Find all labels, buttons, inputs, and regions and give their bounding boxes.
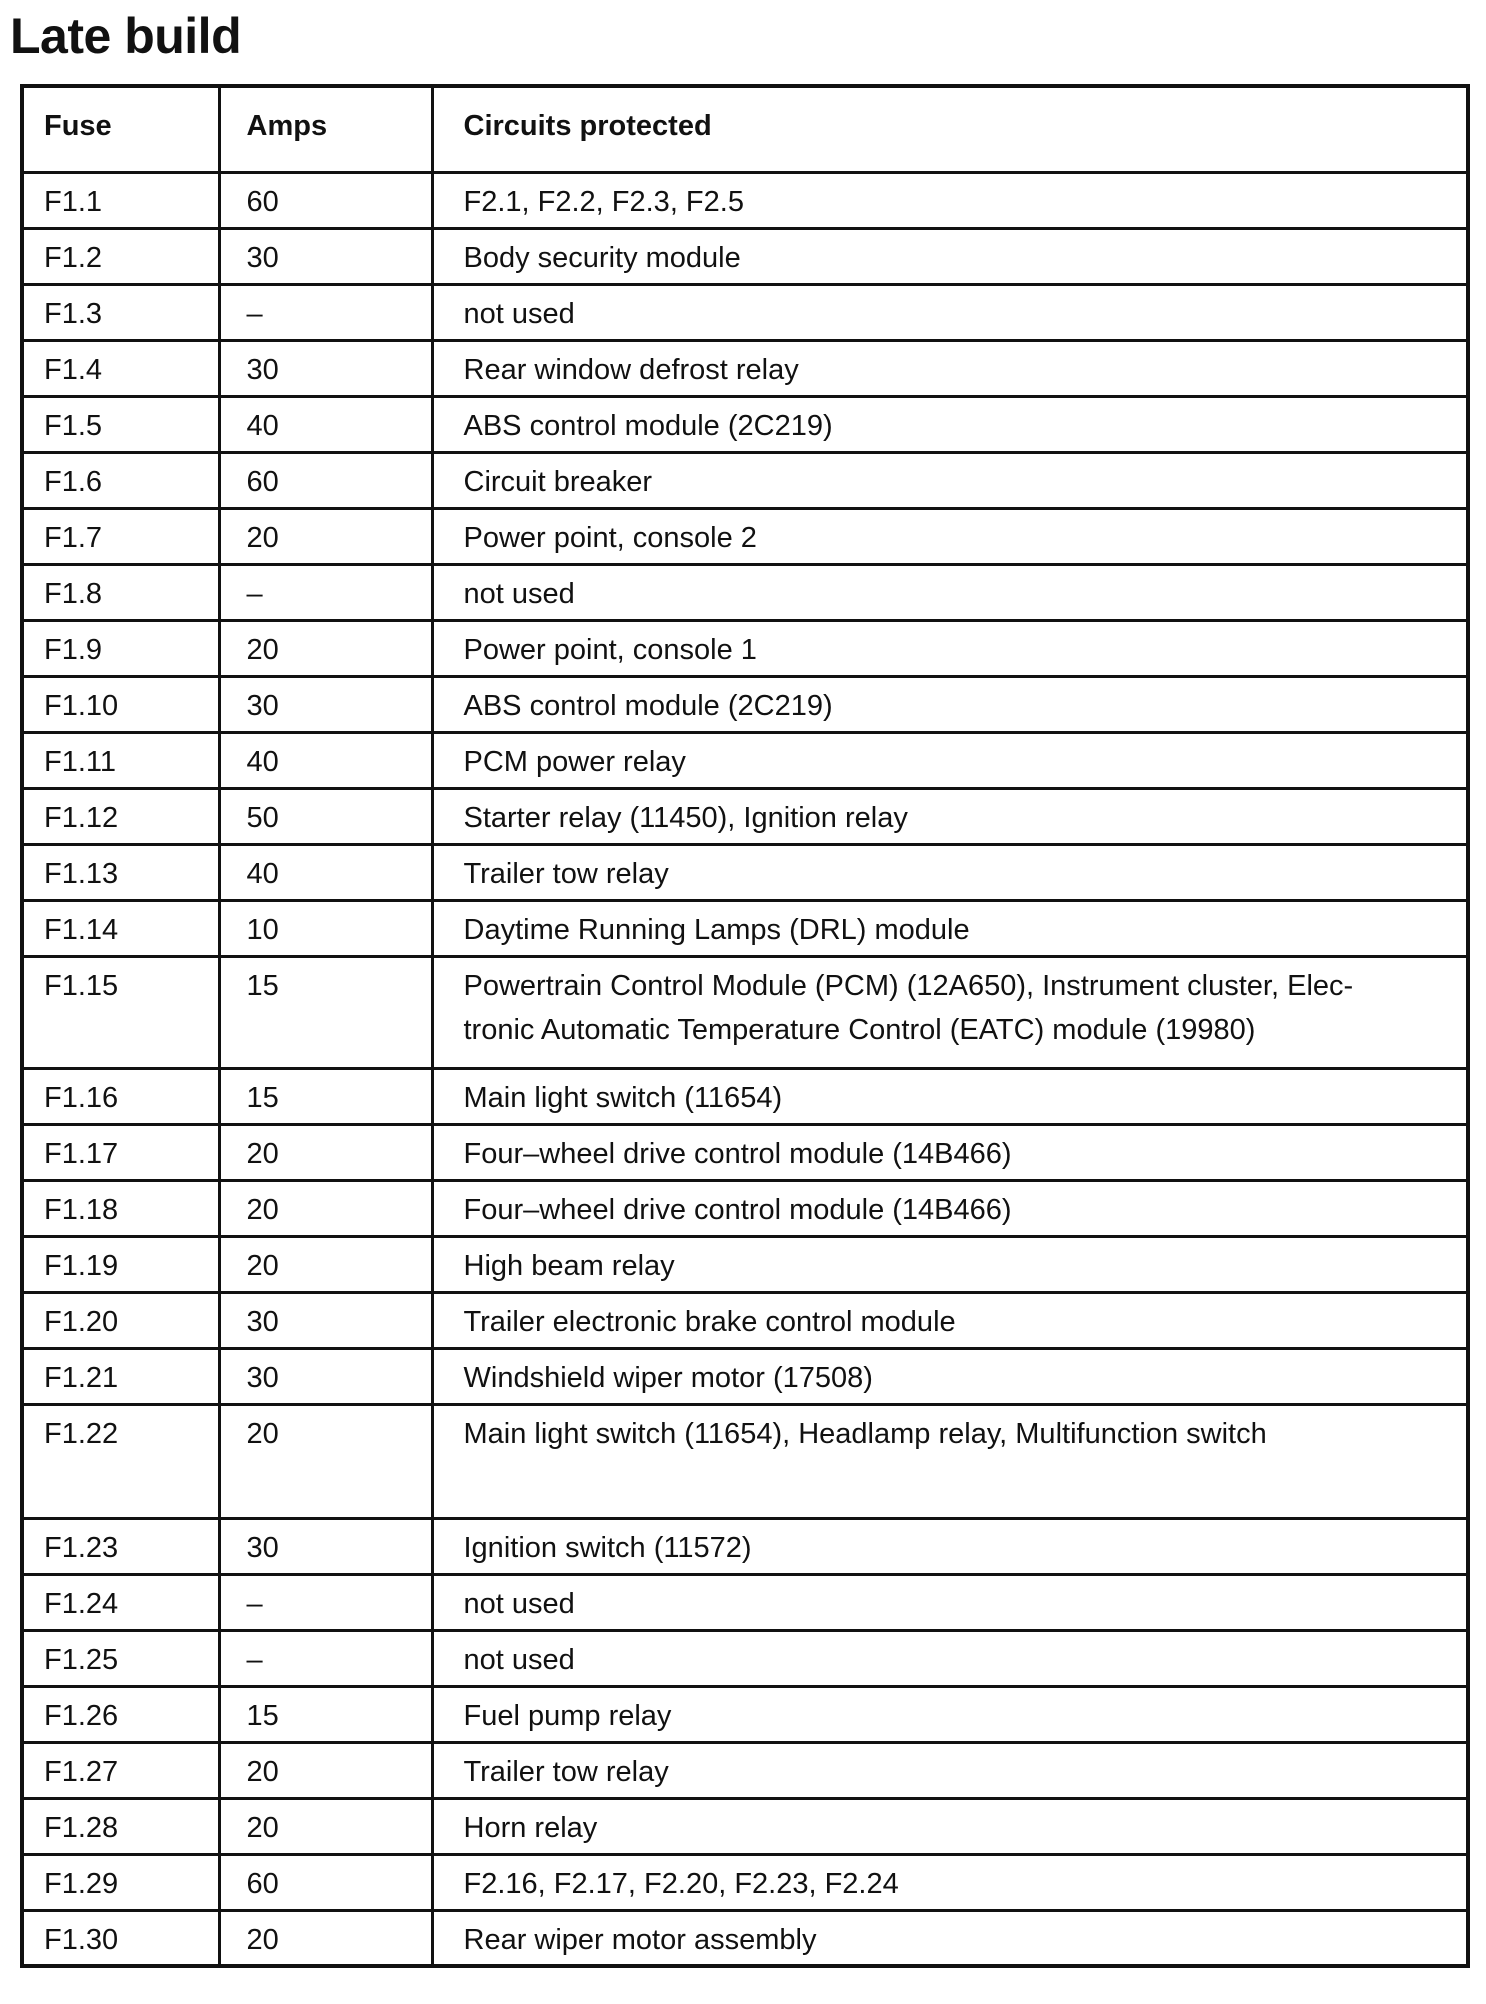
- table-row: [22, 1180, 1468, 1236]
- amps-cell: 30: [219, 1348, 432, 1404]
- circuits-cell: F2.16, F2.17, F2.20, F2.23, F2.24: [432, 1854, 1468, 1910]
- amps-cell: 20: [219, 508, 432, 564]
- table-row: [22, 508, 1468, 564]
- table-row: [22, 676, 1468, 732]
- circuits-cell: Four–wheel drive control module (14B466): [432, 1180, 1468, 1236]
- fuse-cell: F1.16: [22, 1068, 219, 1124]
- circuits-cell: Powertrain Control Module (PCM) (12A650), Instrument cluster, Elec-tronic Automatic Temperature Control (EATC) module (19980): [432, 956, 1468, 1068]
- table-row: [22, 564, 1468, 620]
- amps-cell: 15: [219, 1686, 432, 1742]
- circuits-cell: Body security module: [432, 228, 1468, 284]
- table-row: [22, 1630, 1468, 1686]
- amps-cell: –: [219, 284, 432, 340]
- fuse-cell: F1.6: [22, 452, 219, 508]
- fuse-cell: F1.21: [22, 1348, 219, 1404]
- circuits-cell: Ignition switch (11572): [432, 1518, 1468, 1574]
- amps-cell: 15: [219, 956, 432, 1068]
- circuits-cell: Rear window defrost relay: [432, 340, 1468, 396]
- table-row: [22, 844, 1468, 900]
- fuse-cell: F1.17: [22, 1124, 219, 1180]
- fuse-cell: F1.24: [22, 1574, 219, 1630]
- table-row: [22, 1686, 1468, 1742]
- circuits-cell: Four–wheel drive control module (14B466): [432, 1124, 1468, 1180]
- table-row: [22, 284, 1468, 340]
- fuse-cell: F1.13: [22, 844, 219, 900]
- amps-cell: 50: [219, 788, 432, 844]
- amps-cell: 20: [219, 620, 432, 676]
- fuse-cell: F1.30: [22, 1910, 219, 1966]
- table-row: [22, 788, 1468, 844]
- circuits-cell: Rear wiper motor assembly: [432, 1910, 1468, 1966]
- circuits-cell: not used: [432, 1630, 1468, 1686]
- amps-cell: 20: [219, 1742, 432, 1798]
- header-row: [22, 86, 1468, 172]
- table-row: [22, 1854, 1468, 1910]
- table-row: [22, 1068, 1468, 1124]
- table-row: [22, 1910, 1468, 1966]
- amps-cell: 20: [219, 1798, 432, 1854]
- table-row: [22, 1292, 1468, 1348]
- amps-cell: 30: [219, 1292, 432, 1348]
- circuits-cell: PCM power relay: [432, 732, 1468, 788]
- circuits-cell: ABS control module (2C219): [432, 676, 1468, 732]
- fuse-cell: F1.25: [22, 1630, 219, 1686]
- amps-cell: 40: [219, 732, 432, 788]
- amps-cell: 30: [219, 1518, 432, 1574]
- table-row: [22, 900, 1468, 956]
- circuits-cell: Main light switch (11654), Headlamp relay, Multifunction switch: [432, 1404, 1468, 1518]
- amps-cell: 20: [219, 1404, 432, 1518]
- fuse-cell: F1.3: [22, 284, 219, 340]
- fuse-cell: F1.15: [22, 956, 219, 1068]
- circuits-cell: Daytime Running Lamps (DRL) module: [432, 900, 1468, 956]
- fuse-table: [20, 84, 1470, 1968]
- amps-cell: –: [219, 1630, 432, 1686]
- column-header-circuits: Circuits protected: [432, 86, 1468, 172]
- circuits-cell: Trailer tow relay: [432, 844, 1468, 900]
- fuse-cell: F1.19: [22, 1236, 219, 1292]
- fuse-cell: F1.14: [22, 900, 219, 956]
- circuits-cell: Windshield wiper motor (17508): [432, 1348, 1468, 1404]
- table-row: [22, 1124, 1468, 1180]
- fuse-cell: F1.4: [22, 340, 219, 396]
- column-header-amps: Amps: [219, 86, 432, 172]
- fuse-cell: F1.28: [22, 1798, 219, 1854]
- fuse-cell: F1.29: [22, 1854, 219, 1910]
- amps-cell: 40: [219, 396, 432, 452]
- fuse-cell: F1.11: [22, 732, 219, 788]
- fuse-cell: F1.7: [22, 508, 219, 564]
- amps-cell: 40: [219, 844, 432, 900]
- circuits-cell: Horn relay: [432, 1798, 1468, 1854]
- circuits-cell: Power point, console 2: [432, 508, 1468, 564]
- table-body: [22, 172, 1468, 1966]
- page-title: Late build: [10, 8, 242, 64]
- circuits-cell: Main light switch (11654): [432, 1068, 1468, 1124]
- fuse-cell: F1.1: [22, 172, 219, 228]
- circuits-cell: Starter relay (11450), Ignition relay: [432, 788, 1468, 844]
- circuits-cell: not used: [432, 1574, 1468, 1630]
- table-row: [22, 620, 1468, 676]
- amps-cell: 30: [219, 676, 432, 732]
- circuits-cell: not used: [432, 284, 1468, 340]
- table-row: [22, 172, 1468, 228]
- circuits-cell: Power point, console 1: [432, 620, 1468, 676]
- table-row: [22, 732, 1468, 788]
- amps-cell: 10: [219, 900, 432, 956]
- amps-cell: –: [219, 564, 432, 620]
- circuits-cell: Circuit breaker: [432, 452, 1468, 508]
- amps-cell: 20: [219, 1910, 432, 1966]
- circuits-cell: ABS control module (2C219): [432, 396, 1468, 452]
- circuits-cell: Fuel pump relay: [432, 1686, 1468, 1742]
- table-row: [22, 956, 1468, 1068]
- fuse-cell: F1.27: [22, 1742, 219, 1798]
- table-row: [22, 1348, 1468, 1404]
- amps-cell: 20: [219, 1180, 432, 1236]
- table-row: [22, 228, 1468, 284]
- table-row: [22, 1574, 1468, 1630]
- column-header-fuse: Fuse: [22, 86, 219, 172]
- fuse-cell: F1.20: [22, 1292, 219, 1348]
- table-row: [22, 1518, 1468, 1574]
- table-header: [22, 86, 1468, 172]
- amps-cell: 60: [219, 172, 432, 228]
- table-row: [22, 1742, 1468, 1798]
- table-row: [22, 1404, 1468, 1518]
- fuse-cell: F1.26: [22, 1686, 219, 1742]
- amps-cell: 15: [219, 1068, 432, 1124]
- fuse-cell: F1.8: [22, 564, 219, 620]
- circuits-cell: not used: [432, 564, 1468, 620]
- circuits-cell: High beam relay: [432, 1236, 1468, 1292]
- circuits-cell: Trailer tow relay: [432, 1742, 1468, 1798]
- fuse-cell: F1.9: [22, 620, 219, 676]
- table-row: [22, 1798, 1468, 1854]
- amps-cell: 30: [219, 340, 432, 396]
- table-row: [22, 340, 1468, 396]
- circuits-cell: Trailer electronic brake control module: [432, 1292, 1468, 1348]
- fuse-cell: F1.12: [22, 788, 219, 844]
- fuse-cell: F1.23: [22, 1518, 219, 1574]
- table-row: [22, 396, 1468, 452]
- fuse-cell: F1.10: [22, 676, 219, 732]
- amps-cell: 60: [219, 452, 432, 508]
- fuse-cell: F1.18: [22, 1180, 219, 1236]
- circuits-cell: F2.1, F2.2, F2.3, F2.5: [432, 172, 1468, 228]
- amps-cell: 20: [219, 1124, 432, 1180]
- table-row: [22, 452, 1468, 508]
- fuse-cell: F1.2: [22, 228, 219, 284]
- fuse-cell: F1.22: [22, 1404, 219, 1518]
- amps-cell: –: [219, 1574, 432, 1630]
- amps-cell: 60: [219, 1854, 432, 1910]
- fuse-cell: F1.5: [22, 396, 219, 452]
- amps-cell: 30: [219, 228, 432, 284]
- table-row: [22, 1236, 1468, 1292]
- amps-cell: 20: [219, 1236, 432, 1292]
